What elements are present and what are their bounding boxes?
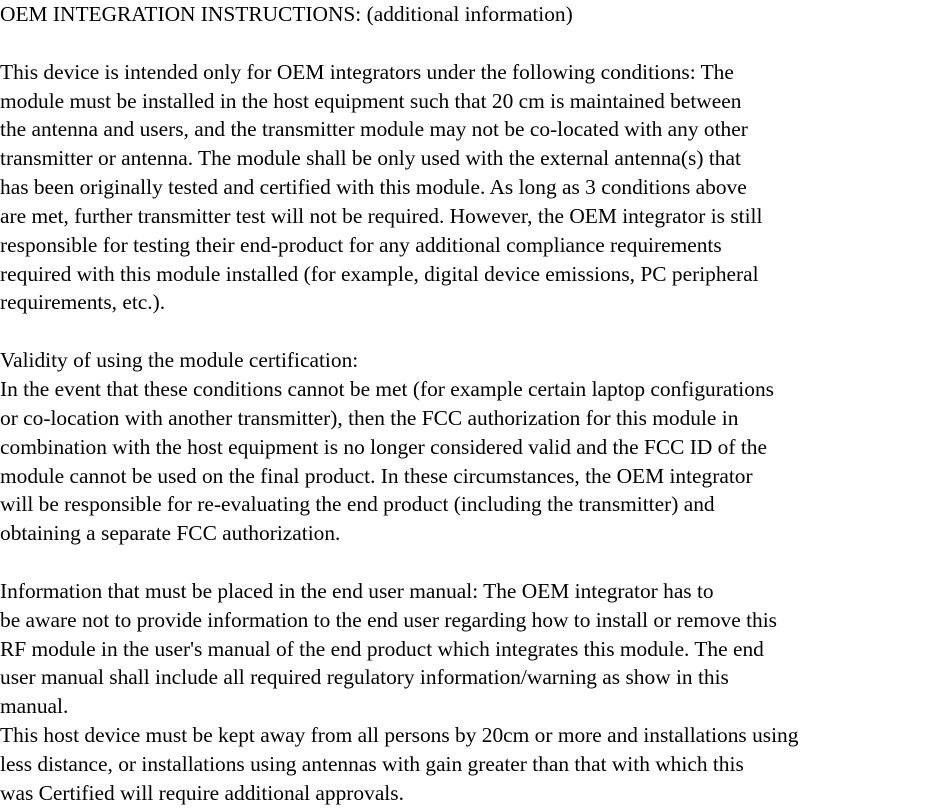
text-line: less distance, or installations using antennas with gain greater than that with which this [0, 751, 744, 776]
text-line: the antenna and users, and the transmitter module may not be co-located with any other [0, 117, 748, 142]
text-line: combination with the host equipment is no longer considered valid and the FCC ID of the [0, 434, 767, 459]
text-line: RF module in the user's manual of the end product which integrates this module. The end [0, 636, 764, 661]
text-line: transmitter or antenna. The module shall be only used with the external antenna(s) that [0, 146, 741, 171]
text-line: This host device must be kept away from all persons by 20cm or more and installations using [0, 723, 799, 748]
text-line: required with this module installed (for example, digital device emissions, PC peripheral [0, 261, 759, 286]
text-line: obtaining a separate FCC authorization. [0, 521, 341, 546]
text-line: requirements, etc.). [0, 290, 166, 315]
paragraph-end-user-manual [0, 577, 931, 808]
paragraph-oem-conditions [0, 58, 931, 318]
document-heading: OEM INTEGRATION INSTRUCTIONS: (additional information) [0, 2, 573, 26]
text-line: has been originally tested and certified with this module. As long as 3 conditions above [0, 175, 747, 200]
text-line: was Certified will require additional approvals. [0, 780, 404, 805]
text-line: This device is intended only for OEM integrators under the following conditions: The [0, 59, 734, 84]
text-line: Information that must be placed in the end user manual: The OEM integrator has to [0, 578, 714, 603]
text-line: user manual shall include all required regulatory information/warning as show in this [0, 665, 729, 690]
text-line: are met, further transmitter test will not be required. However, the OEM integrator is still [0, 203, 763, 228]
text-line: manual. [0, 694, 69, 719]
paragraph-spacer [0, 29, 931, 58]
text-line: In the event that these conditions cannot be met (for example certain laptop configurations [0, 376, 774, 401]
text-line: module cannot be used on the final product. In these circumstances, the OEM integrator [0, 463, 753, 488]
text-line: or co-location with another transmitter), then the FCC authorization for this module in [0, 405, 739, 430]
text-line: will be responsible for re-evaluating the end product (including the transmitter) and [0, 492, 715, 517]
paragraph-certification-validity [0, 346, 931, 548]
paragraph-spacer [0, 317, 931, 346]
text-line: module must be installed in the host equipment such that 20 cm is maintained between [0, 88, 742, 113]
paragraph-spacer [0, 548, 931, 577]
text-line: Validity of using the module certification: [0, 348, 359, 373]
text-line: responsible for testing their end-product for any additional compliance requirements [0, 232, 722, 257]
text-line: be aware not to provide information to the end user regarding how to install or remove this [0, 607, 777, 632]
